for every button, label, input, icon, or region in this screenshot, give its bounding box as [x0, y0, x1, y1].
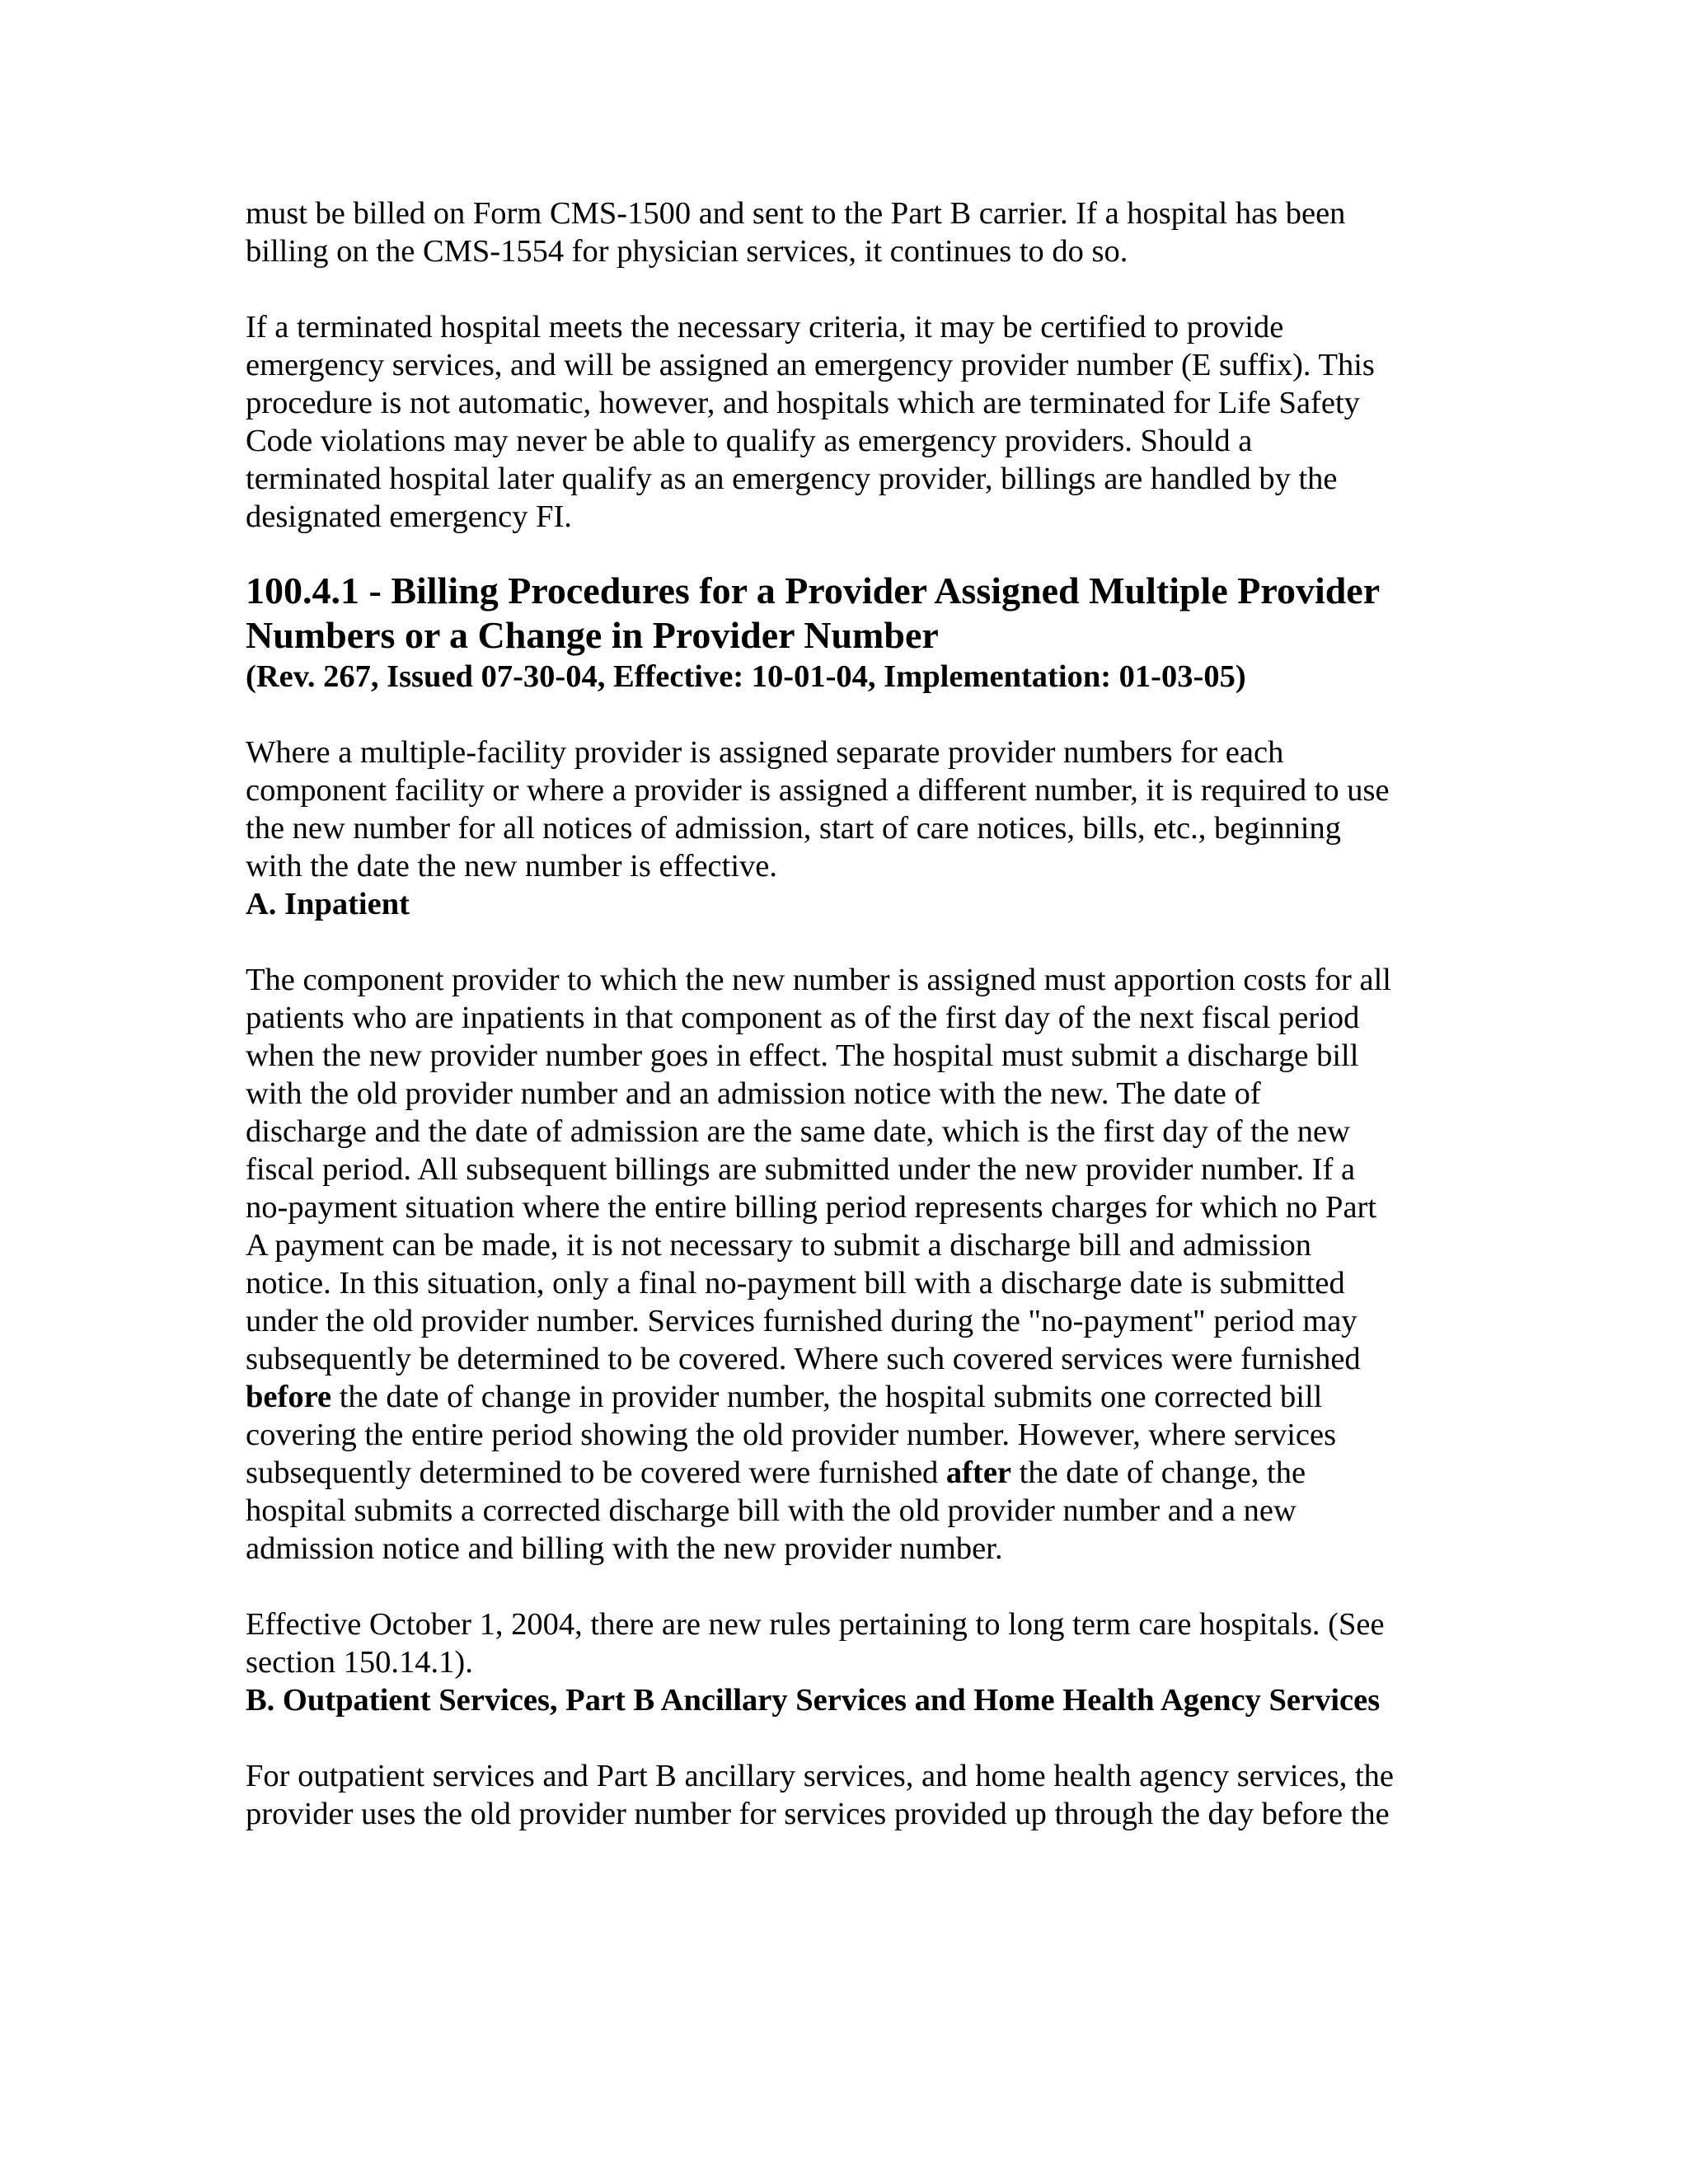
inpatient-heading: A. Inpatient [246, 887, 410, 921]
text-line: emergency services, and will be assigned an emergency provider number (E suffix). This [246, 348, 1375, 382]
text-line: fiscal period. All subsequent billings are submitted under the new provider number. If a [246, 1152, 1356, 1187]
text-line: Where a multiple-facility provider is assigned separate provider numbers for each [246, 735, 1284, 770]
paragraph-billing-form [246, 194, 1449, 270]
text-line: hospital submits a corrected discharge bill with the old provider number and a new [246, 1493, 1296, 1528]
section-title [246, 569, 1449, 658]
document-page [246, 194, 1449, 1833]
text-line: notice. In this situation, only a final no-payment bill with a discharge date is submitted [246, 1266, 1345, 1301]
text-line: A payment can be made, it is not necessary to submit a discharge bill and admission [246, 1228, 1312, 1263]
text-line: terminated hospital later qualify as an emergency provider, billings are handled by the [246, 462, 1338, 496]
paragraph-inpatient [246, 961, 1449, 1568]
text-fragment: the date of change in provider number, the hospital submits one corrected bill [331, 1380, 1323, 1414]
text-line: designated emergency FI. [246, 499, 572, 534]
text-line: admission notice and billing with the new provider number. [246, 1531, 1003, 1566]
text-line: must be billed on Form CMS-1500 and sent to the Part B carrier. If a hospital has been [246, 196, 1346, 231]
text-line: when the new provider number goes in effect. The hospital must submit a discharge bill [246, 1038, 1359, 1073]
paragraph-outpatient [246, 1757, 1449, 1833]
text-line: no-payment situation where the entire billing period represents charges for which no Part [246, 1190, 1377, 1225]
text-line: discharge and the date of admission are the same date, which is the first day of the new [246, 1114, 1350, 1149]
text-line: If a terminated hospital meets the necessary criteria, it may be certified to provide [246, 310, 1284, 344]
text-line: with the old provider number and an admission notice with the new. The date of [246, 1076, 1261, 1111]
text-line: patients who are inpatients in that component as of the first day of the next fiscal period [246, 1001, 1360, 1035]
text-line: For outpatient services and Part B ancillary services, and home health agency services, the [246, 1759, 1395, 1793]
paragraph-ltch-note [246, 1605, 1449, 1681]
paragraph-terminated-hospital [246, 308, 1449, 536]
text-line: billing on the CMS-1554 for physician services, it continues to do so. [246, 234, 1128, 269]
text-fragment: subsequently determined to be covered were furnished [246, 1455, 946, 1490]
text-line: covering the entire period showing the old provider number. However, where services [246, 1418, 1337, 1452]
text-line: component facility or where a provider is assigned a different number, it is required to use [246, 773, 1390, 808]
text-line: provider uses the old provider number for services provided up through the day before the [246, 1797, 1390, 1831]
text-line: procedure is not automatic, however, and hospitals which are terminated for Life Safety [246, 386, 1360, 420]
text-line [246, 1378, 1449, 1416]
section-title-line: Numbers or a Change in Provider Number [246, 614, 939, 656]
emphasis-after: after [945, 1455, 1011, 1490]
outpatient-heading: B. Outpatient Services, Part B Ancillary Services and Home Health Agency Services [246, 1683, 1381, 1718]
text-line: the new number for all notices of admission, start of care notices, bills, etc., beginning [246, 811, 1341, 846]
text-line: section 150.14.1). [246, 1645, 473, 1680]
emphasis-before: before [246, 1380, 332, 1414]
text-line: under the old provider number. Services furnished during the "no-payment" period may [246, 1304, 1357, 1338]
section-title-line: 100.4.1 - Billing Procedures for a Provider Assigned Multiple Provider [246, 569, 1381, 612]
text-fragment: the date of change, the [1011, 1455, 1306, 1490]
text-line: Code violations may never be able to qualify as emergency providers. Should a [246, 424, 1253, 458]
text-line: subsequently be determined to be covered. Where such covered services were furnished [246, 1342, 1361, 1376]
text-line: with the date the new number is effective. [246, 849, 778, 883]
text-line [246, 1454, 1449, 1492]
paragraph-section-intro [246, 733, 1449, 885]
text-line: The component provider to which the new number is assigned must apportion costs for all [246, 963, 1391, 997]
text-line: Effective October 1, 2004, there are new rules pertaining to long term care hospitals. (See [246, 1607, 1385, 1642]
revision-note: (Rev. 267, Issued 07-30-04, Effective: 10-01-04, Implementation: 01-03-05) [246, 659, 1246, 694]
